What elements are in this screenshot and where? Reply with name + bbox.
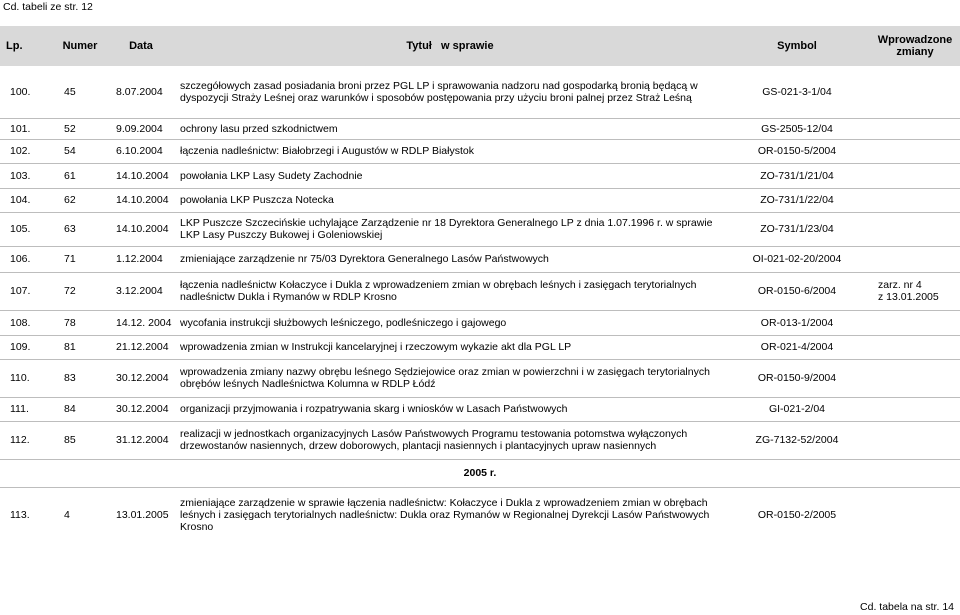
cell-wprowadzone-zmiany [870, 359, 960, 397]
cell-tytul: zmieniające zarządzenie w sprawie łączenia nadleśnictw: Kołaczyce i Dukla z wprowadzeniem zmian w obrębach leśnych i zasięgach terytorialnych nadleśnictw: Dukla oraz Rymanów w Regionalnej Dyrekcji Lasów Państwowych Krosno [176, 487, 724, 543]
table-row [0, 335, 960, 359]
cell-data: 9.09.2004 [106, 118, 176, 139]
header-tytul: Tytuł w sprawie [406, 40, 494, 52]
cell-symbol: ZO-731/1/22/04 [724, 188, 870, 212]
cell-lp: 100. [10, 85, 31, 98]
cell-numer: 52 [54, 118, 106, 139]
cell-wprowadzone-zmiany [870, 335, 960, 359]
cell-lp: 106. [0, 246, 54, 272]
table-row [0, 421, 960, 459]
cell-data: 30.12.2004 [106, 397, 176, 421]
header-data: Data [129, 40, 153, 52]
cell-data: 14.10.2004 [106, 212, 176, 246]
cell-tytul: ochrony lasu przed szkodnictwem [176, 118, 724, 139]
cell-numer: 4 [54, 487, 106, 543]
cell-data: 6.10.2004 [106, 139, 176, 163]
cell-lp: 104. [0, 188, 54, 212]
cell-numer: 71 [54, 246, 106, 272]
cell-lp: 110. [0, 359, 54, 397]
table-row [0, 118, 960, 139]
cell-wprowadzone-zmiany [870, 188, 960, 212]
cell-tytul: wprowadzenia zmian w Instrukcji kancelaryjnej i rzeczowym wykazie akt dla PGL LP [176, 335, 724, 359]
cell-numer: 85 [54, 421, 106, 459]
table-row [0, 487, 960, 543]
cell-symbol: GS-021-3-1/04 [762, 85, 832, 98]
cell-numer: 62 [54, 188, 106, 212]
cell-numer: 72 [54, 272, 106, 310]
cell-tytul: powołania LKP Lasy Sudety Zachodnie [176, 163, 724, 188]
cell-tytul: wprowadzenia zmiany nazwy obrębu leśnego Sędziejowice oraz zmian w powierzchni i w zasięgach terytorialnych obrębów leśnych Nadleśnictwa Kolumna w RDLP Łódź [176, 359, 724, 397]
cell-tytul: szczegółowych zasad posiadania broni przez PGL LP i sprawowania nadzoru nad gospodarką bronią będącą w dyspozycji Straży Leśnej oraz warunków i sposobów postępowania przy użyciu broni palnej przez Straż Leśną [180, 79, 698, 104]
cell-wprowadzone-zmiany [870, 421, 960, 459]
cell-symbol: OR-021-4/2004 [724, 335, 870, 359]
cell-symbol: ZO-731/1/21/04 [724, 163, 870, 188]
cell-wprowadzone-zmiany [870, 66, 960, 118]
cell-numer: 63 [54, 212, 106, 246]
cell-lp: 107. [0, 272, 54, 310]
cell-wprowadzone-zmiany [870, 310, 960, 335]
cell-data: 14.10.2004 [106, 163, 176, 188]
cell-data: 1.12.2004 [106, 246, 176, 272]
continued-from-note: Cd. tabeli ze str. 12 [3, 1, 93, 13]
table-header-row [0, 26, 960, 66]
table-row [0, 139, 960, 163]
table-row [0, 272, 960, 310]
cell-data: 8.07.2004 [116, 85, 163, 98]
cell-lp: 101. [0, 118, 54, 139]
table-row [0, 246, 960, 272]
cell-numer: 84 [54, 397, 106, 421]
cell-lp: 111. [0, 397, 54, 421]
cell-symbol: OR-0150-5/2004 [724, 139, 870, 163]
cell-symbol: OR-0150-9/2004 [724, 359, 870, 397]
table-row [0, 163, 960, 188]
cell-symbol: OR-0150-2/2005 [724, 487, 870, 543]
cell-numer: 45 [64, 85, 76, 98]
cell-numer: 83 [54, 359, 106, 397]
header-wprowadzone-zmiany: Wprowadzone zmiany [877, 34, 953, 58]
table-row [0, 66, 960, 118]
cell-tytul: zmieniające zarządzenie nr 75/03 Dyrektora Generalnego Lasów Państwowych [176, 246, 724, 272]
cell-symbol: GS-2505-12/04 [724, 118, 870, 139]
header-symbol: Symbol [777, 40, 817, 52]
cell-data: 30.12.2004 [106, 359, 176, 397]
cell-tytul: łączenia nadleśnictw: Białobrzegi i Augustów w RDLP Białystok [176, 139, 724, 163]
cell-numer: 61 [54, 163, 106, 188]
table-row [0, 310, 960, 335]
continued-to-note: Cd. tabela na str. 14 [860, 601, 954, 613]
cell-wprowadzone-zmiany [870, 246, 960, 272]
cell-lp: 109. [0, 335, 54, 359]
table-row [0, 188, 960, 212]
table-row [0, 397, 960, 421]
table-row [0, 212, 960, 246]
cell-wprowadzone-zmiany [870, 212, 960, 246]
cell-symbol: OR-0150-6/2004 [724, 272, 870, 310]
cell-data: 13.01.2005 [106, 487, 176, 543]
cell-symbol: ZG-7132-52/2004 [724, 421, 870, 459]
cell-symbol: GI-021-2/04 [724, 397, 870, 421]
cell-data: 31.12.2004 [106, 421, 176, 459]
header-numer: Numer [62, 40, 98, 52]
cell-symbol: ZO-731/1/23/04 [724, 212, 870, 246]
cell-tytul: realizacji w jednostkach organizacyjnych Lasów Państwowych Programu testowania potomstwa wyłączonych drzewostanów nasiennych, drzew doborowych, plantacji nasiennych i plantacyjnych upraw nasiennych [176, 421, 724, 459]
cell-wprowadzone-zmiany [870, 487, 960, 543]
cell-tytul: powołania LKP Puszcza Notecka [176, 188, 724, 212]
cell-tytul: łączenia nadleśnictw Kołaczyce i Dukla z wprowadzeniem zmian w obrębach leśnych i zasięgach terytorialnych nadleśnictw Dukla i Rymanów w RDLP Krosno [176, 272, 724, 310]
cell-data: 3.12.2004 [106, 272, 176, 310]
cell-numer: 54 [54, 139, 106, 163]
header-lp: Lp. [6, 40, 23, 52]
regulations-table [0, 26, 960, 543]
cell-tytul: wycofania instrukcji służbowych leśniczego, podleśniczego i gajowego [176, 310, 724, 335]
cell-data: 21.12.2004 [106, 335, 176, 359]
cell-tytul: organizacji przyjmowania i rozpatrywania skarg i wniosków w Lasach Państwowych [176, 397, 724, 421]
cell-wprowadzone-zmiany [870, 118, 960, 139]
cell-symbol: OR-013-1/2004 [724, 310, 870, 335]
cell-lp: 102. [0, 139, 54, 163]
cell-wprowadzone-zmiany [870, 397, 960, 421]
cell-wprowadzone-zmiany [870, 139, 960, 163]
cell-lp: 108. [0, 310, 54, 335]
year-label: 2005 r. [0, 459, 960, 487]
table-body [0, 66, 960, 543]
year-separator-row [0, 459, 960, 487]
cell-wprowadzone-zmiany [870, 163, 960, 188]
cell-lp: 113. [0, 487, 54, 543]
cell-symbol: OI-021-02-20/2004 [724, 246, 870, 272]
cell-lp: 103. [0, 163, 54, 188]
cell-tytul: LKP Puszcze Szczecińskie uchylające Zarządzenie nr 18 Dyrektora Generalnego LP z dnia 1.07.1996 r. w sprawie LKP Lasy Puszczy Bukowej i Goleniowskiej [176, 212, 724, 246]
cell-data: 14.12. 2004 [106, 310, 176, 335]
cell-lp: 105. [0, 212, 54, 246]
table-row [0, 359, 960, 397]
cell-data: 14.10.2004 [106, 188, 176, 212]
cell-numer: 81 [54, 335, 106, 359]
cell-lp: 112. [0, 421, 54, 459]
cell-numer: 78 [54, 310, 106, 335]
cell-wprowadzone-zmiany: zarz. nr 4 z 13.01.2005 [870, 272, 960, 310]
